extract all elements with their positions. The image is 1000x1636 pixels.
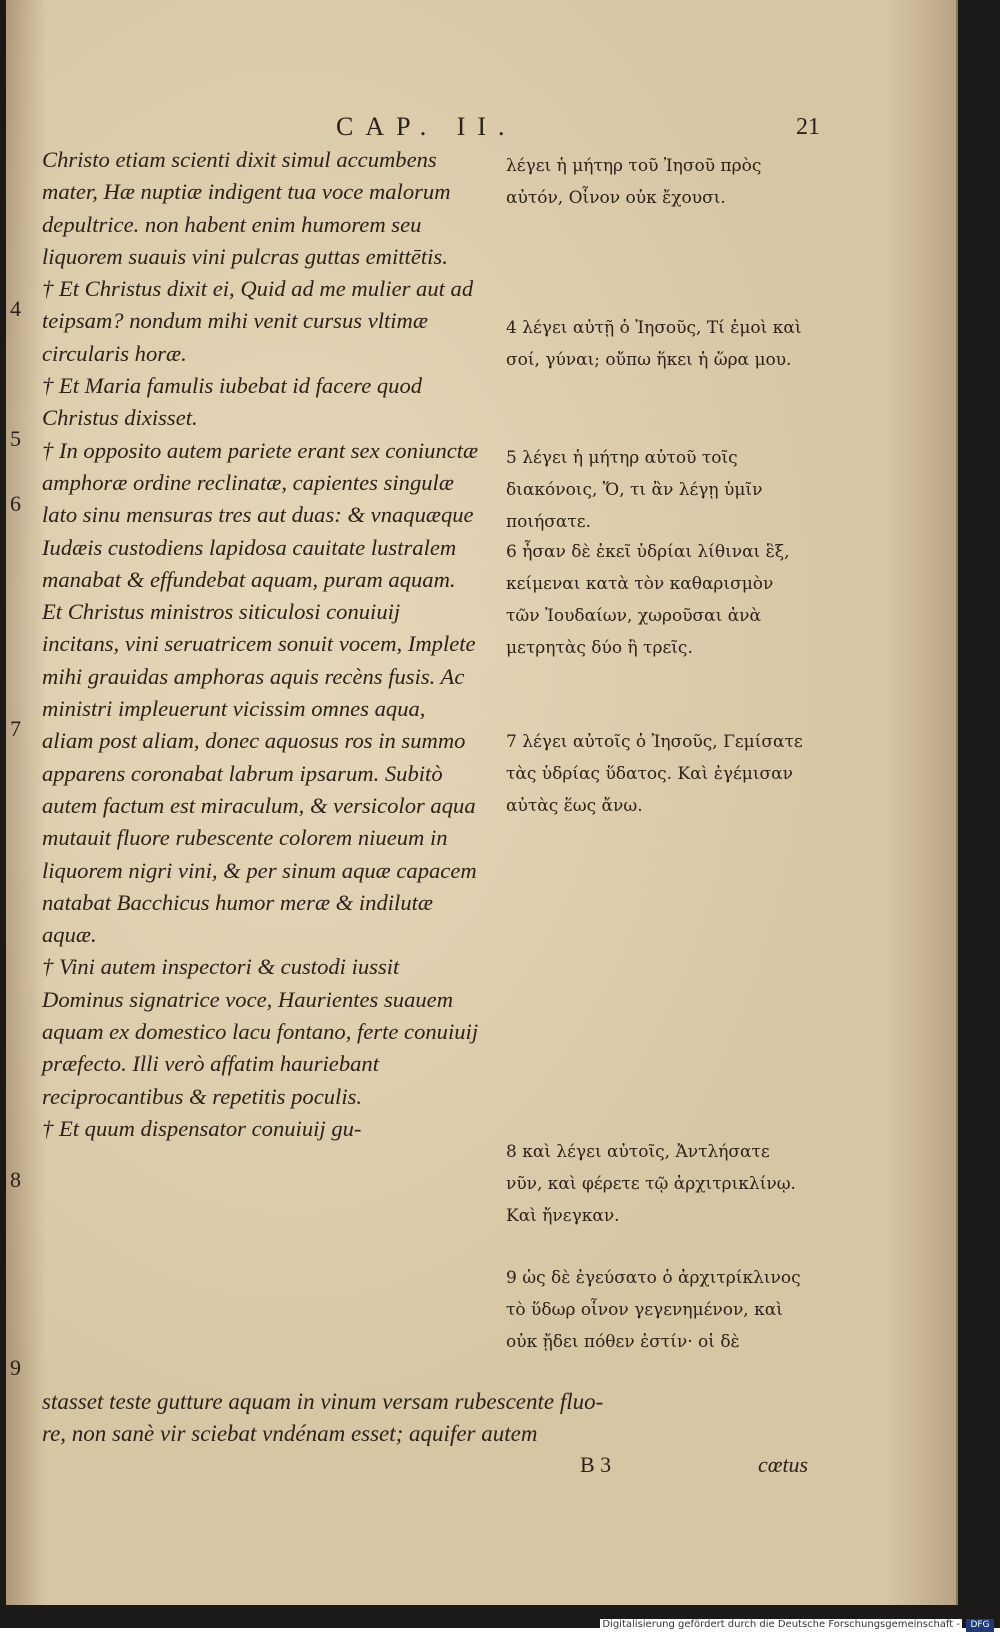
verse-number-6: 6 — [10, 491, 21, 516]
greek-text: 4 λέγει αὐτῇ ὁ Ἰησοῦς, Τί ἐμοὶ καὶ σοί, γύναι; οὔπω ἥκει ἡ ὥρα μου. — [506, 318, 802, 370]
latin-paragraph: † Et Maria famulis iubebat id facere quod Christus dixisset. — [42, 373, 423, 431]
latin-paragraph: † In opposito autem pariete erant sex coniunctæ amphoræ ordine reclinatæ, capientes singulæ lato sinu mensuras tres aut duas: & vnaquæque Iudæis custodiens lapidosa cauitate lustralem manabat & effundebat aquam, puram aquam. — [42, 437, 479, 592]
greek-text: 8 καὶ λέγει αὐτοῖς, Ἀντλήσατε νῦν, καὶ φέρετε τῷ ἀρχιτρικλίνῳ. Καὶ ἤνεγκαν. — [506, 1142, 796, 1226]
running-head: CAP. II. — [336, 112, 517, 141]
verse-number-4: 4 — [10, 296, 21, 321]
verse-number-8: 8 — [10, 1167, 21, 1192]
verse-number-7: 7 — [10, 716, 21, 741]
verse-number-9: 9 — [10, 1355, 21, 1380]
digitization-credit: Digitalisierung gefördert durch die Deutsche Forschungsgemeinschaft - — [602, 1619, 960, 1630]
latin-paragraph: † Vini autem inspectori & custodi iussit Dominus signatrice voce, Haurientes suauem aquam ex domestico lacu fontano, ferte conuiuij præfecto. Illi verò affatim hauriebant reciprocantibus & repetitis poculis. — [42, 954, 479, 1109]
greek-verse-5 — [506, 442, 806, 538]
greek-text: 6 ἦσαν δὲ ἐκεῖ ὑδρίαι λίθιναι ἓξ, κείμεναι κατὰ τὸν καθαρισμὸν τῶν Ἰουδαίων, χωροῦσαι ἀνὰ μετρητὰς δύο ἢ τρεῖς. — [506, 542, 790, 658]
book-page — [6, 0, 958, 1605]
latin-line: stasset teste gutture aquam in vinum versam rubescente fluo- — [42, 1389, 604, 1414]
verse-number-5: 5 — [10, 426, 21, 451]
page-number: 21 — [796, 114, 820, 140]
greek-verse-4 — [506, 312, 806, 376]
greek-verse-9 — [506, 1262, 806, 1358]
catchword: cœtus — [758, 1452, 809, 1477]
dfg-logo-icon: DFG — [966, 1619, 994, 1632]
latin-paragraph: † Et Christus dixit ei, Quid ad me mulier aut ad teipsam? nondum mihi venit cursus vltimæ circularis horæ. — [42, 276, 474, 366]
greek-verse-8 — [506, 1136, 806, 1232]
greek-text: 9 ὡς δὲ ἐγεύσατο ὁ ἀρχιτρίκλινος τὸ ὕδωρ οἶνον γεγενημένον, καὶ οὐκ ᾔδει πόθεν ἐστίν· οἱ δὲ — [506, 1268, 801, 1352]
greek-text: 5 λέγει ἡ μήτηρ αὐτοῦ τοῖς διακόνοις, Ὅ, τι ἂν λέγῃ ὑμῖν ποιήσατε. — [506, 448, 763, 532]
greek-text: λέγει ἡ μήτηρ τοῦ Ἰησοῦ πρὸς αὐτόν, Οἶνον οὐκ ἔχουσι. — [506, 156, 762, 208]
signature-mark: B 3 — [580, 1452, 612, 1477]
page-header — [6, 112, 956, 148]
latin-paragraph: Christo etiam scienti dixit simul accumbens mater, Hæ nuptiæ indigent tua voce malorum depultrice. non habent enim humorem seu liquorem suauis vini pulcras guttas emittētis. — [42, 147, 451, 269]
latin-paragraph: † Et quum dispensator conuiuij gu- — [42, 1115, 362, 1141]
latin-column — [42, 144, 482, 1145]
greek-verse-6 — [506, 536, 806, 664]
greek-verse-3 — [506, 150, 806, 214]
greek-verse-7 — [506, 726, 806, 822]
latin-line: re, non sanè vir sciebat vndénam esset; aquifer autem — [42, 1421, 538, 1446]
greek-text: 7 λέγει αὐτοῖς ὁ Ἰησοῦς, Γεμίσατε τὰς ὑδρίας ὕδατος. Καὶ ἐγέμισαν αὐτὰς ἕως ἄνω. — [506, 732, 803, 816]
latin-continuation — [42, 1386, 832, 1450]
latin-paragraph: Et Christus ministros siticulosi conuiuij incitans, vini seruatricem sonuit vocem, Implete mihi grauidas amphoras aquis recèns fusis. Ac ministri impleuerunt vicissim omnes aqua, aliam post aliam, donec aquosus ros in summo apparens coronabat labrum ipsarum. Subitò autem factum est miraculum, & versicolor aqua mutauit fluore rubescente colorem niueum in liquorem nigri vini, & per sinum aquæ capacem natabat Bacchicus humor meræ & indilutæ aquæ. — [42, 599, 477, 948]
